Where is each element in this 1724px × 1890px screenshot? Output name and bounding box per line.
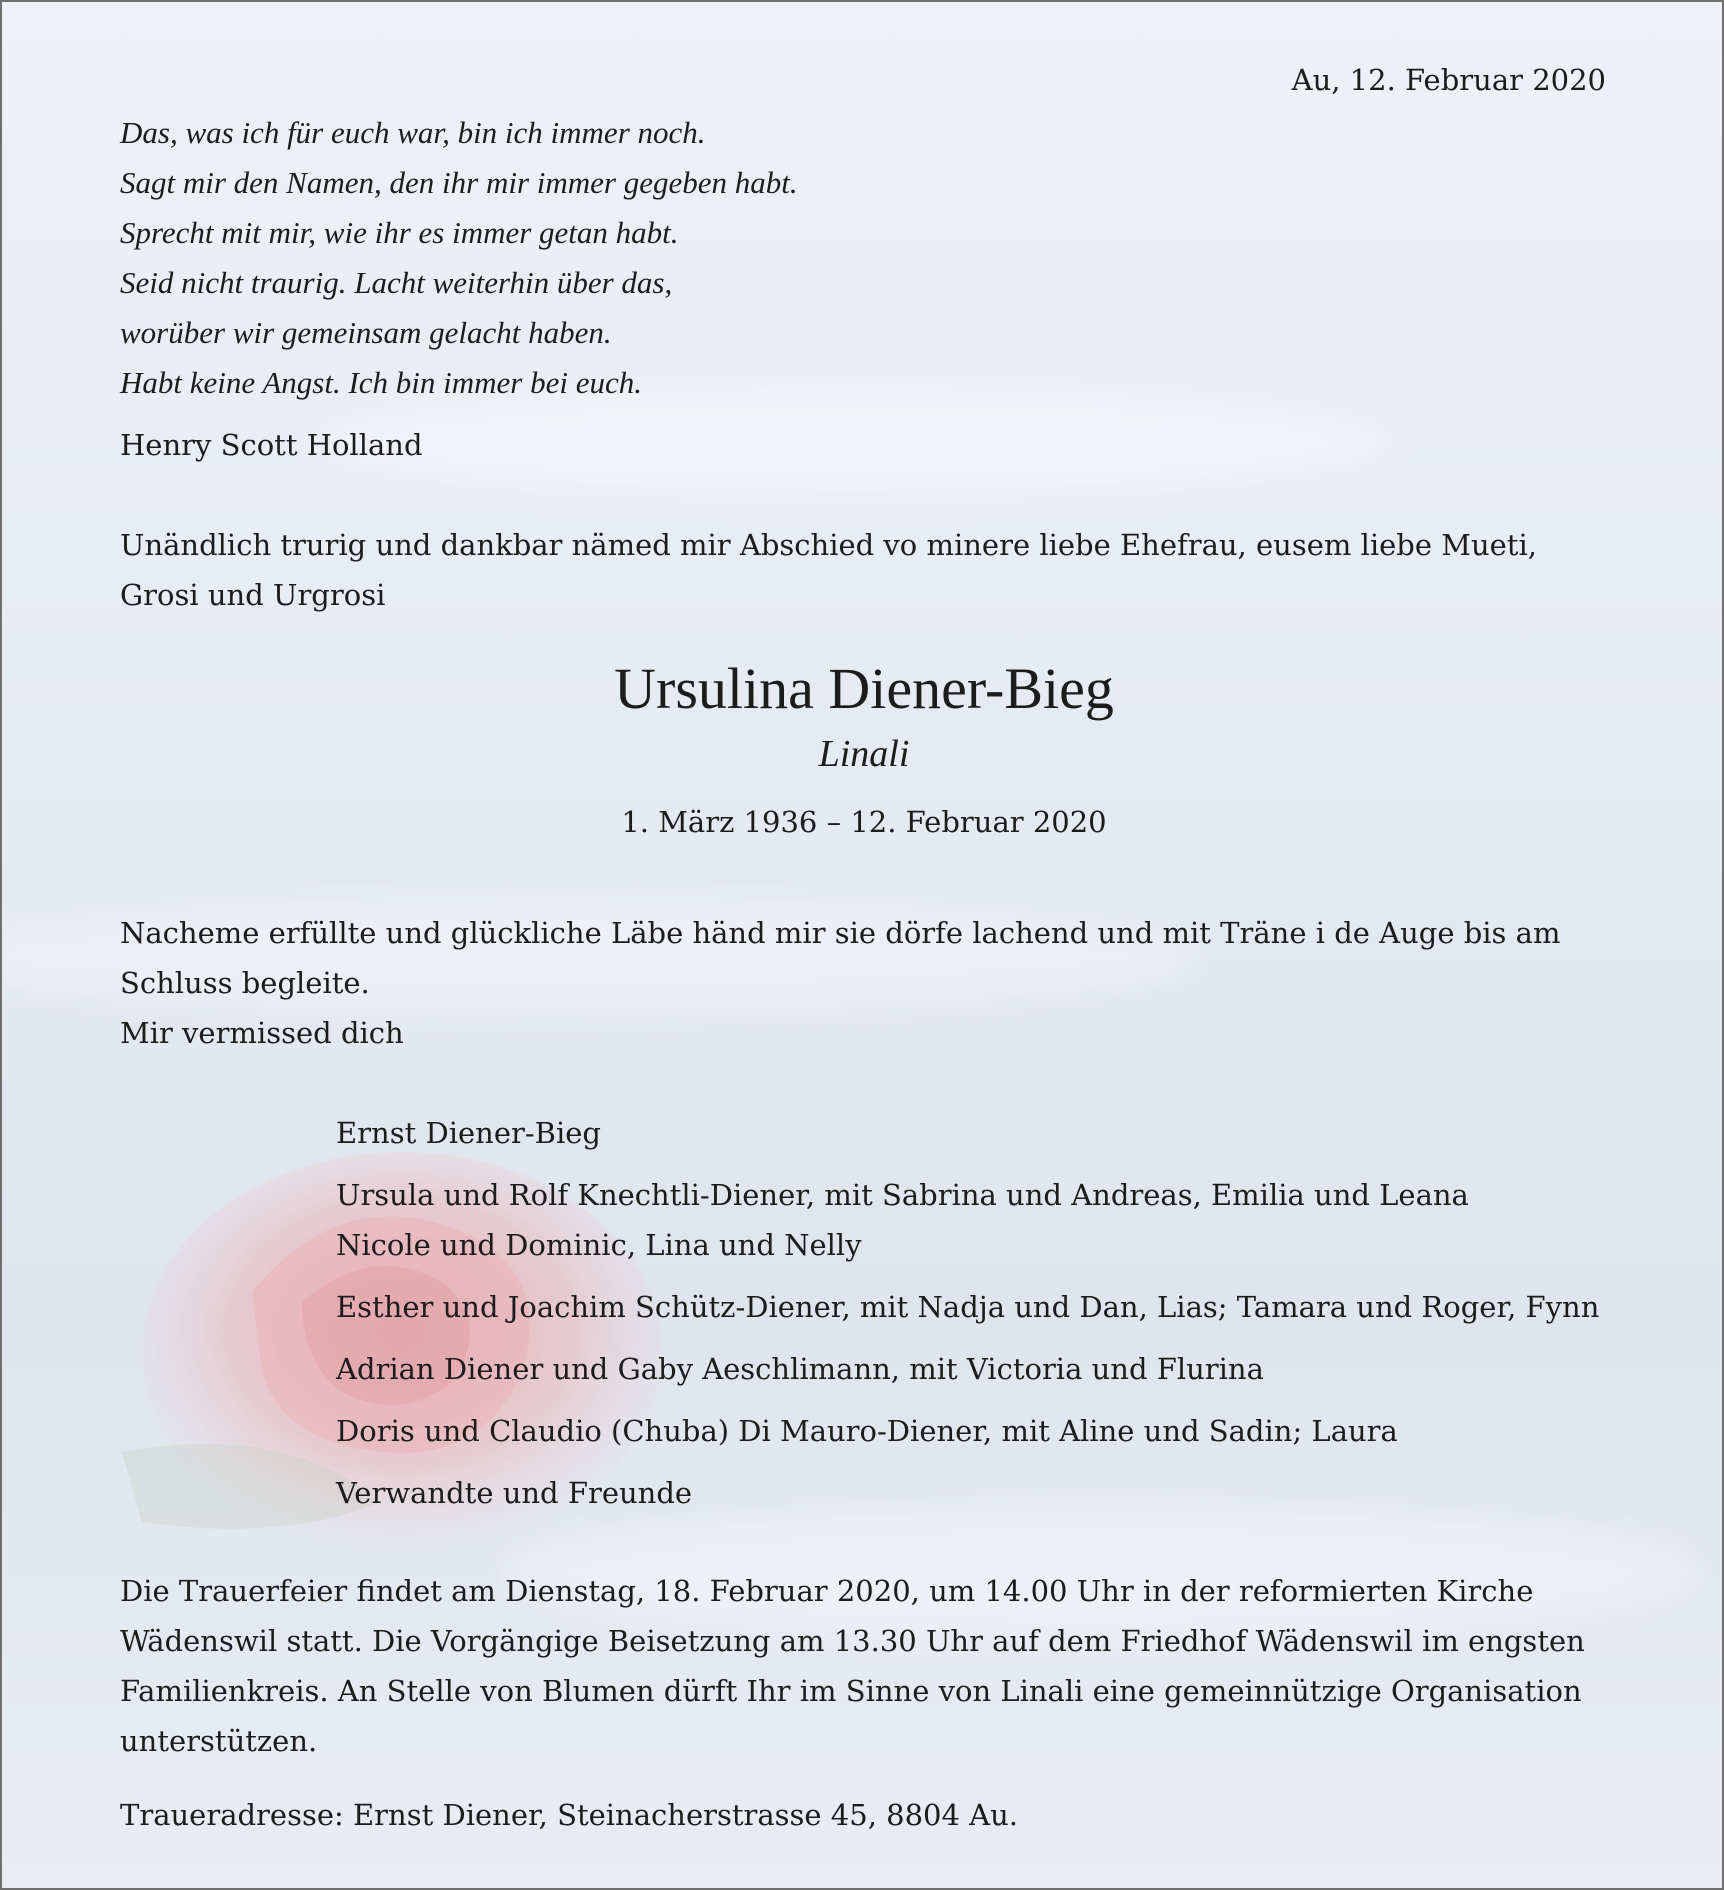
message-line: Nacheme erfüllte und glückliche Läbe händ mir sie dörfe lachend und mit Träne i de Auge bis am (120, 916, 1561, 950)
poem-line: worüber wir gemeinsam gelacht haben. (120, 315, 612, 350)
deceased-nickname: Linali (818, 733, 910, 775)
lifespan: 1. März 1936 – 12. Februar 2020 (621, 805, 1107, 839)
family-entry: Nicole und Dominic, Lina und Nelly (336, 1228, 862, 1262)
service-line: Die Trauerfeier findet am Dienstag, 18. Februar 2020, um 14.00 Uhr in der reformierten Kirche (120, 1574, 1534, 1608)
deceased-name: Ursulina Diener-Bieg (614, 656, 1114, 721)
intro-line: Grosi und Urgrosi (120, 578, 386, 612)
mourning-address: Traueradresse: Ernst Diener, Steinacherstrasse 45, 8804 Au. (120, 1798, 1018, 1832)
message-line: Schluss begleite. (120, 966, 370, 1000)
service-line: Wädenswil statt. Die Vorgängige Beisetzung am 13.30 Uhr auf dem Friedhof Wädenswil im engsten (120, 1624, 1585, 1658)
family-entry: Ernst Diener-Bieg (336, 1116, 601, 1150)
family-entry: Verwandte und Freunde (336, 1476, 693, 1510)
family-entry: Ursula und Rolf Knechtli-Diener, mit Sabrina und Andreas, Emilia und Leana (336, 1178, 1469, 1212)
poem-line: Seid nicht traurig. Lacht weiterhin über das, (120, 265, 673, 300)
family-entry: Doris und Claudio (Chuba) Di Mauro-Diener, mit Aline und Sadin; Laura (336, 1414, 1398, 1448)
poem-line: Sprecht mit mir, wie ihr es immer getan habt. (120, 215, 679, 250)
message-line: Mir vermissed dich (120, 1016, 404, 1050)
family-entry: Adrian Diener und Gaby Aeschlimann, mit Victoria und Flurina (336, 1352, 1264, 1386)
family-list (336, 1108, 1599, 1530)
family-entry: Esther und Joachim Schütz-Diener, mit Nadja und Dan, Lias; Tamara und Roger, Fynn (336, 1290, 1600, 1324)
poem-author: Henry Scott Holland (120, 428, 423, 462)
intro-line: Unändlich trurig und dankbar nämed mir Abschied vo minere liebe Ehefrau, eusem liebe Mueti, (120, 528, 1537, 562)
poem-line: Das, was ich für euch war, bin ich immer noch. (120, 115, 706, 150)
service-line: unterstützen. (120, 1724, 318, 1758)
poem-line: Sagt mir den Namen, den ihr mir immer gegeben habt. (120, 165, 798, 200)
poem-line: Habt keine Angst. Ich bin immer bei euch. (120, 365, 642, 400)
place-date: Au, 12. Februar 2020 (1291, 63, 1606, 97)
service-line: Familienkreis. An Stelle von Blumen dürft Ihr im Sinne von Linali eine gemeinnützige Organisation (120, 1674, 1582, 1708)
